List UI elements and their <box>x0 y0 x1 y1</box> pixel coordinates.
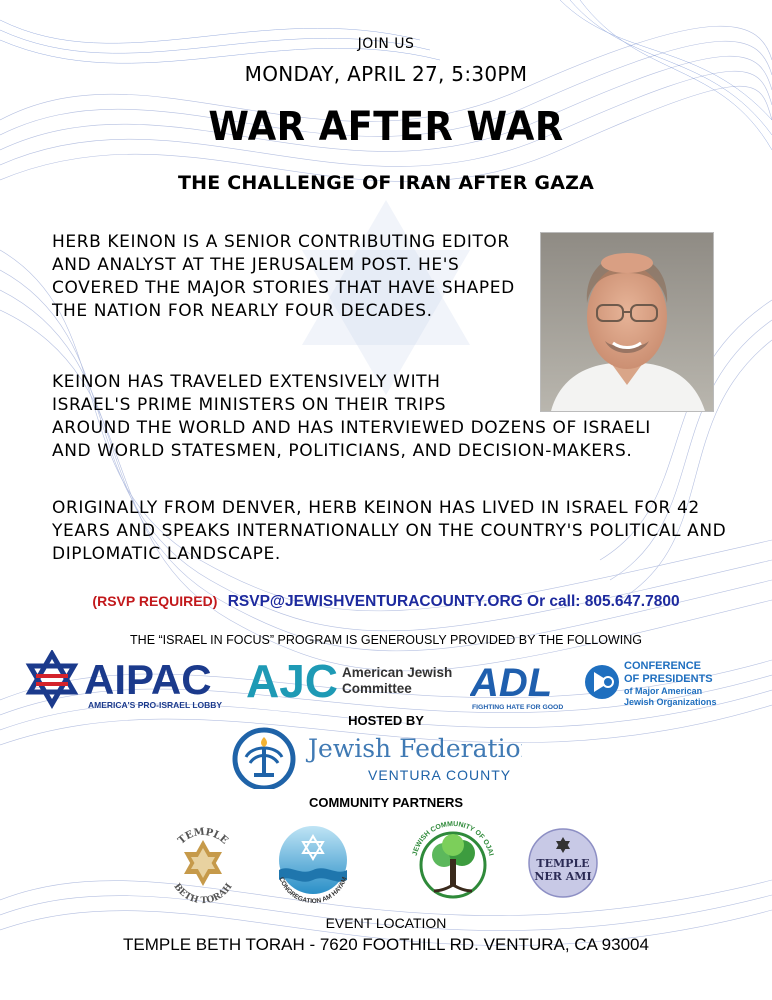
cah-arc-text: CONGREGATION AM HAYAM <box>277 876 349 906</box>
jewish-federation-logo <box>232 727 522 789</box>
federation-region: VENTURA COUNTY <box>368 767 512 783</box>
bio-paragraph-2-line-1: KEINON HAS TRAVELED EXTENSIVELY WITH <box>52 372 441 392</box>
temple-ner-ami-logo <box>527 827 599 899</box>
conference-of-presidents-logo <box>584 658 764 708</box>
aipac-tagline: AMERICA'S PRO-ISRAEL LOBBY <box>88 700 223 710</box>
adl-logo <box>470 660 575 712</box>
event-location-address: TEMPLE BETH TORAH - 7620 FOOTHILL RD. VENTURA, CA 93004 <box>123 935 649 954</box>
bio-paragraph-2-line-3: AROUND THE WORLD AND HAS INTERVIEWED DOZENS OF ISRAELI <box>52 418 651 438</box>
congregation-am-hayam-logo <box>270 820 356 910</box>
rsvp-line <box>0 593 772 611</box>
hosted-by-label: HOSTED BY <box>348 713 424 728</box>
program-sponsor-line: THE “ISRAEL IN FOCUS” PROGRAM IS GENEROUSLY PROVIDED BY THE FOLLOWING <box>130 633 642 647</box>
jewish-community-of-ojai-logo <box>410 815 496 911</box>
speaker-photo <box>540 232 714 412</box>
aipac-name: AIPAC <box>84 656 212 703</box>
adl-name: ADL <box>470 661 553 705</box>
rsvp-required-label: (RSVP REQUIRED) <box>92 593 218 609</box>
bio-paragraph-2-line-2: ISRAEL'S PRIME MINISTERS ON THEIR TRIPS <box>52 395 447 415</box>
ajc-line-2: Committee <box>342 681 412 696</box>
conference-emblem-icon <box>585 665 619 699</box>
aipac-logo <box>22 650 232 712</box>
bio-paragraph-2-line-4: AND WORLD STATESMEN, POLITICIANS, AND DECISION-MAKERS. <box>52 441 633 461</box>
cop-line-3: of Major American <box>624 686 703 696</box>
event-subtitle: THE CHALLENGE OF IRAN AFTER GAZA <box>177 172 594 194</box>
cop-line-2: OF PRESIDENTS <box>624 673 713 685</box>
menorah-emblem-icon <box>235 730 293 788</box>
event-location-label: EVENT LOCATION <box>325 915 447 931</box>
event-title: WAR AFTER WAR <box>208 104 564 150</box>
cop-line-4: Jewish Organizations <box>624 697 717 707</box>
ajc-logo <box>246 653 461 705</box>
tbt-top-text: TEMPLE <box>176 826 230 847</box>
bio-paragraph-1: HERB KEINON IS A SENIOR CONTRIBUTING EDITOR AND ANALYST AT THE JERUSALEM POST. HE'S COVERED THE MAJOR STORIES THAT HAVE SHAPED THE NATION FOR NEARLY FOUR DECADES. <box>52 232 515 321</box>
ajc-name: AJC <box>246 655 339 705</box>
tbt-bottom-text: BETH TORAH <box>171 881 235 907</box>
bio-paragraph-3: ORIGINALLY FROM DENVER, HERB KEINON HAS LIVED IN ISRAEL FOR 42 YEARS AND SPEAKS INTERNATIONALLY ON THE COUNTRY'S POLITICAL AND DIPLOMATIC LANDSCAPE. <box>52 498 727 564</box>
ajc-line-1: American Jewish <box>342 665 453 680</box>
federation-name: Jewish Federation <box>308 734 522 763</box>
tna-line-2: NER AMI <box>534 870 592 883</box>
jco-arc-text: JEWISH COMMUNITY OF OJAI <box>411 820 495 857</box>
rsvp-contact-info[interactable]: RSVP@JEWISHVENTURACOUNTY.ORG Or call: 805.647.7800 <box>227 593 680 610</box>
adl-tagline: FIGHTING HATE FOR GOOD <box>472 704 564 711</box>
tna-line-1: TEMPLE <box>536 857 590 870</box>
join-us-text: JOIN US <box>357 36 415 52</box>
community-partners-label: COMMUNITY PARTNERS <box>308 795 464 810</box>
event-date: MONDAY, APRIL 27, 5:30PM <box>244 62 528 86</box>
aipac-star-flag-icon <box>30 654 74 704</box>
cop-line-1: CONFERENCE <box>624 660 702 672</box>
temple-beth-torah-logo <box>160 818 246 912</box>
